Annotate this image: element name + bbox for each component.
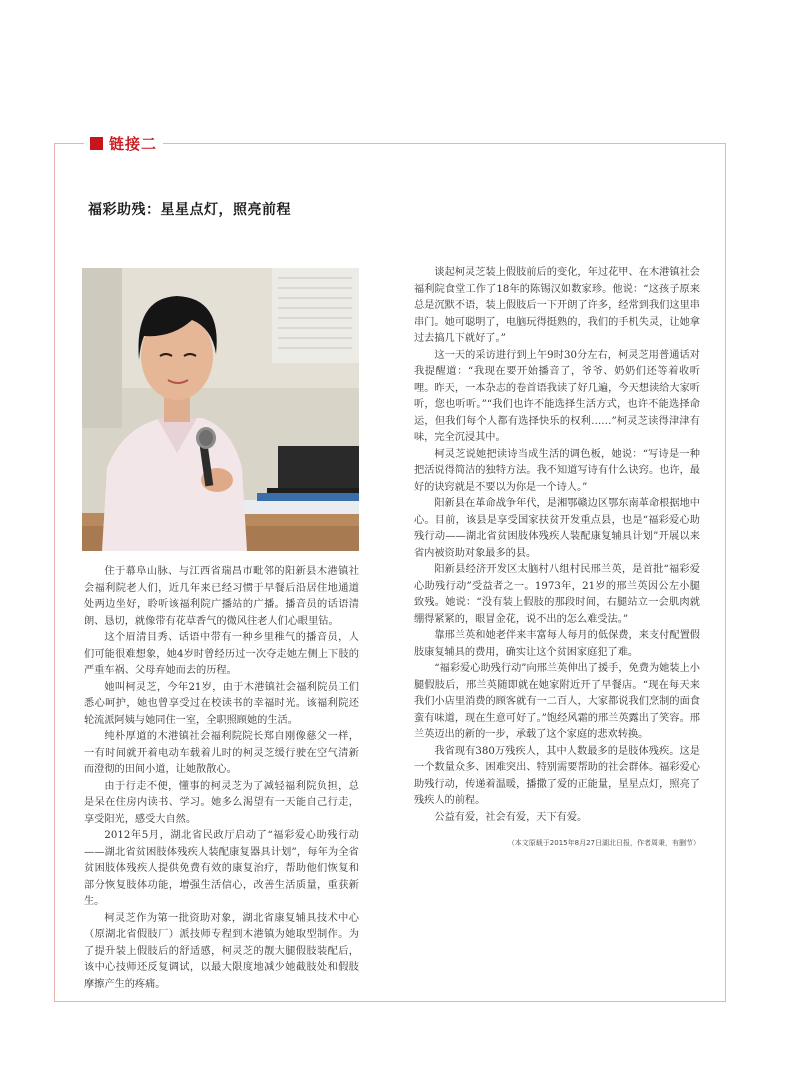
paragraph: 谈起柯灵芝装上假肢前后的变化，年过花甲、在木港镇社会福利院食堂工作了18年的陈锡汉如数家珍。他说：“这孩子原来总是沉默不语，装上假肢后一下开朗了许多，经常到我们这里串串门。她可聪明了，电脑玩得挺熟的，我们的手机失灵，让她拿过去搞几下就好了。” [414,267,700,344]
paragraph: 2012年5月，湖北省民政厅启动了“福彩爱心助残行动——湖北省贫困肢体残疾人装配康复器具计划”，每年为全省贫困肢体残疾人提供免费有效的康复治疗，帮助他们恢复和部分恢复肢体功能，增强生活信心，改善生活质量，重获新生。 [84,830,359,907]
paragraph: 我省现有380万残疾人，其中人数最多的是肢体残疾。这是一个数量众多、困难突出、特别需要帮助的社会群体。福彩爱心助残行动，传递着温暖，播撒了爱的正能量，星星点灯，照亮了残疾人的前程。 [414,745,700,806]
woman-with-microphone-photo [82,268,359,551]
paragraph: 阳新县在革命战争年代，是湘鄂赣边区鄂东南革命根据地中心。目前，该县是享受国家扶贫开发重点县，也是“福彩爱心助残行动——湖北省贫困肢体残疾人装配康复辅具计划”开展以来省内被资助对象最多的县。 [414,498,700,559]
right-article-column [414,265,700,826]
paragraph: 阳新县经济开发区太脑村八组村民邢兰英，是首批“福彩爱心助残行动”受益者之一。1973年，21岁的邢兰英因公左小腿致残。她说：“没有装上假肢的那段时间，右腿站立一会肌肉就绷得紧紧的，眼冒金花，说不出的怎么难受法。” [414,564,700,625]
paragraph: 由于行走不便，懂事的柯灵芝为了减轻福利院负担，总是呆在住房内读书、学习。她多么渴望有一天能自己行走，享受阳光，感受大自然。 [84,780,359,825]
paragraph: 靠邢兰英和她老伴来丰富每人每月的低保费，来支付配置假肢康复辅具的费用，确实让这个贫困家庭犯了难。 [414,630,700,658]
source-note: （本文原载于2015年8月27日湖北日报，作者周秉，有删节） [507,839,700,847]
paragraph: 柯灵芝作为第一批资助对象，湖北省康复辅具技术中心（原湖北省假肢厂）派技师专程到木港镇为她取型制作。为了提升装上假肢后的舒适感，柯灵芝的靓大腿假肢装配后，该中心技师还反复调试，以最大限度地减少她截肢处和假肢摩擦产生的疼痛。 [84,912,359,990]
paragraph: 住于幕阜山脉、与江西省瑞昌市毗邻的阳新县木港镇社会福利院老人们，近几年来已经习惯于早餐后沿居住地通道处两边坐好，聆听该福利院广播站的广播。播音员的话语清朗、恳切，就像带有花草香气的微风往老人们心眼里钻。 [84,566,359,627]
section-tag [84,131,163,155]
paragraph: 公益有爱，社会有爱，天下有爱。 [434,811,588,823]
paragraph: 她叫柯灵芝，今年21岁，由于木港镇社会福利院员工们悉心呵护，她也曾享受过在校读书的幸福时光。该福利院还轮流派阿姨与她同住一室，全职照顾她的生活。 [84,681,359,726]
paragraph: “福彩爱心助残行动”向邢兰英伸出了援手，免费为她装上小腿假肢后，邢兰英随即就在她家附近开了早餐店。“现在每天来我们小店里消费的顾客就有一二百人，大家都说我们烹制的面食蛮有味道，现在生意可好了。”饱经风霜的邢兰英露出了笑容。邢兰英迈出的新的一步，承载了这个家庭的悲欢转换。 [414,663,700,740]
section-tag-label: 链接二 [109,134,158,153]
paragraph: 这一天的采访进行到上午9时30分左右，柯灵芝用普通话对我提醒道：“我现在要开始播音了，爷爷、奶奶们还等着收听哩。昨天，一本杂志的卷首语我读了好几遍，今天想读给大家听听，您也听听。”“我们也许不能选择生活方式，也许不能选择命运，但我们每个人都有选择快乐的权利……”柯灵芝读得津津有味，完全沉浸其中。 [414,349,700,443]
article-headline: 福彩助残：星星点灯，照亮前程 [88,202,291,218]
paragraph: 柯灵芝说她把读诗当成生活的调色板，她说：“写诗是一种把活说得简洁的独特方法。我不知道写诗有什么诀窍。也许，最好的诀窍就是不要以为你是一个诗人。” [414,448,700,493]
paragraph: 这个眉清目秀、话语中带有一种乡里稚气的播音员，人们可能很难想象，她4岁时曾经历过一次夺走她左侧上下肢的严重车祸、父母弃她而去的历程。 [84,632,359,676]
paragraph: 纯朴厚道的木港镇社会福利院院长郑自刚像慈父一样，一有时间就开着电动车载着儿时的柯灵芝缓行驶在空气清新而澄彻的田间小道，让她散散心。 [84,731,359,775]
left-article-column [84,564,359,993]
tag-square-icon [90,137,103,150]
